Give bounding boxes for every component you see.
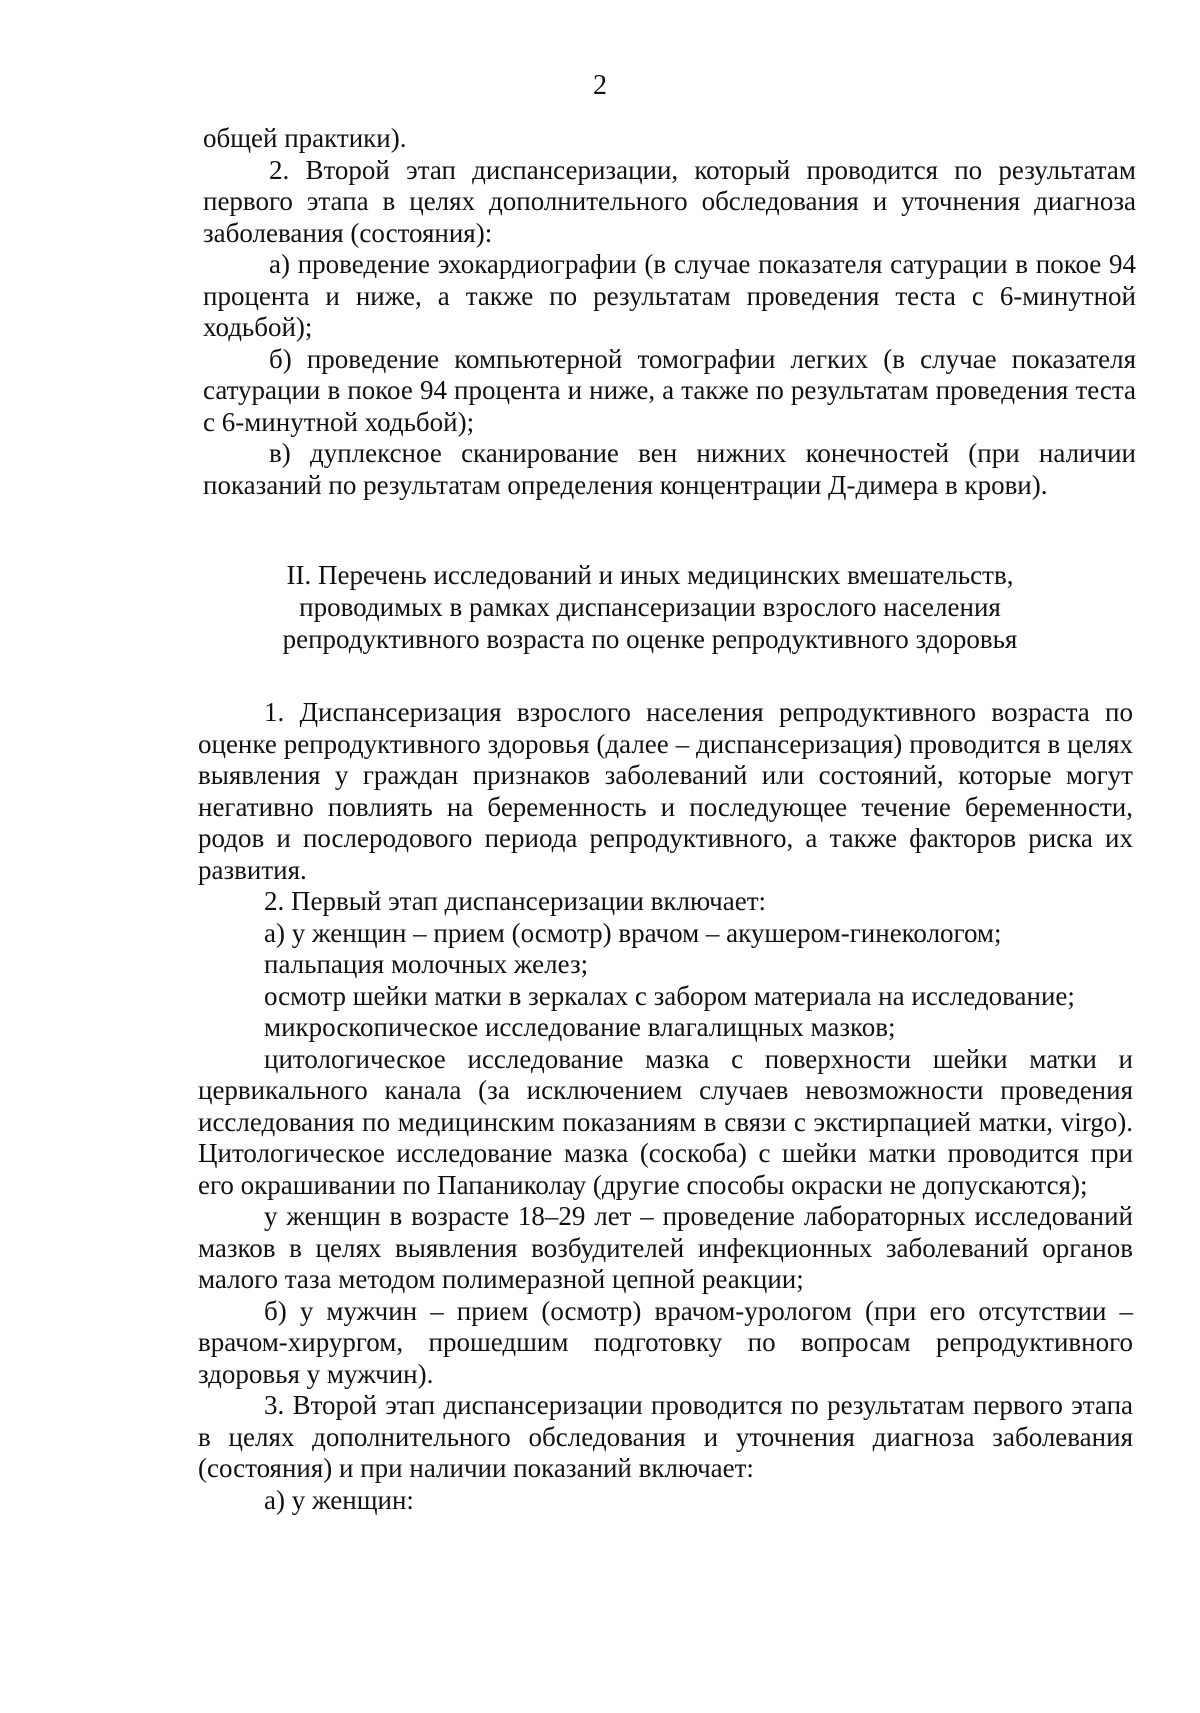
top-text-block [203,123,1136,501]
continuation-line: общей практики). [203,123,407,153]
page-number: 2 [593,70,607,101]
paragraph-item-b: б) проведение компьютерной томографии легких (в случае показателя сатурации в покое 94 процента и ниже, а также по результатам проведения теста с 6-минутной ходьбой); [203,343,1136,437]
paragraph-2a-item-3: микроскопическое исследование влагалищных мазков; [264,1012,896,1042]
paragraph-2a-item-4: цитологическое исследование мазка с поверхности шейки матки и цервикального канала (за исключением случаев невозможности проведения исследования по медицинским показаниям в связи с экстирпацией матки, virgo). Цитологическое исследование мазка (соскоба) с шейки матки проводится при его окрашивании по Папаниколау (другие способы окраски не допускаются); [198,1043,1133,1200]
paragraph-2a: а) у женщин – прием (осмотр) врачом – акушером-гинекологом; [264,917,1002,948]
paragraph-1: 1. Диспансеризация взрослого населения репродуктивного возраста по оценке репродуктивного здоровья (далее – диспансеризация) проводится в целях выявления у граждан признаков заболеваний или состояний, которые могут негативно повлиять на беременность и последующее течение беременности, родов и послеродового периода репродуктивного, а также факторов риска их развития. [198,697,1133,885]
section-heading-line-3: репродуктивного возраста по оценке репродуктивного здоровья [282,624,1018,654]
paragraph-2b: б) у мужчин – прием (осмотр) врачом-урологом (при его отсутствии – врачом-хирургом, прошедшим подготовку по вопросам репродуктивного здоровья у мужчин). [198,1295,1133,1389]
section-heading-line-1: II. Перечень исследований и иных медицинских вмешательств, [286,560,1014,590]
paragraph-item-2: 2. Второй этап диспансеризации, который проводится по результатам первого этапа в целях дополнительного обследования и уточнения диагноза заболевания (состояния): [203,154,1136,248]
section-heading-line-2: проводимых в рамках диспансеризации взрослого населения [299,592,1001,622]
section-body [198,697,1133,1516]
paragraph-2: 2. Первый этап диспансеризации включает: [264,886,766,916]
section-heading [200,559,1100,655]
paragraph-3: 3. Второй этап диспансеризации проводится по результатам первого этапа в целях дополнительного обследования и уточнения диагноза заболевания (состояния) и при наличии показаний включает: [198,1390,1133,1483]
paragraph-item-a: а) проведение эхокардиографии (в случае показателя сатурации в покое 94 процента и ниже, а также по результатам проведения теста с 6-минутной ходьбой); [203,249,1136,342]
paragraph-item-v: в) дуплексное сканирование вен нижних конечностей (при наличии показаний по результатам определения концентрации Д-димера в крови). [203,438,1136,500]
paragraph-2a-item-2: осмотр шейки матки в зеркалах с забором материала на исследование; [264,980,1075,1011]
paragraph-2a-item-1: пальпация молочных желез; [264,949,589,979]
paragraph-2a-item-5: у женщин в возрасте 18–29 лет – проведение лабораторных исследований мазков в целях выявления возбудителей инфекционных заболеваний органов малого таза методом полимеразной цепной реакции; [198,1201,1133,1294]
paragraph-3a: а) у женщин: [264,1484,414,1515]
